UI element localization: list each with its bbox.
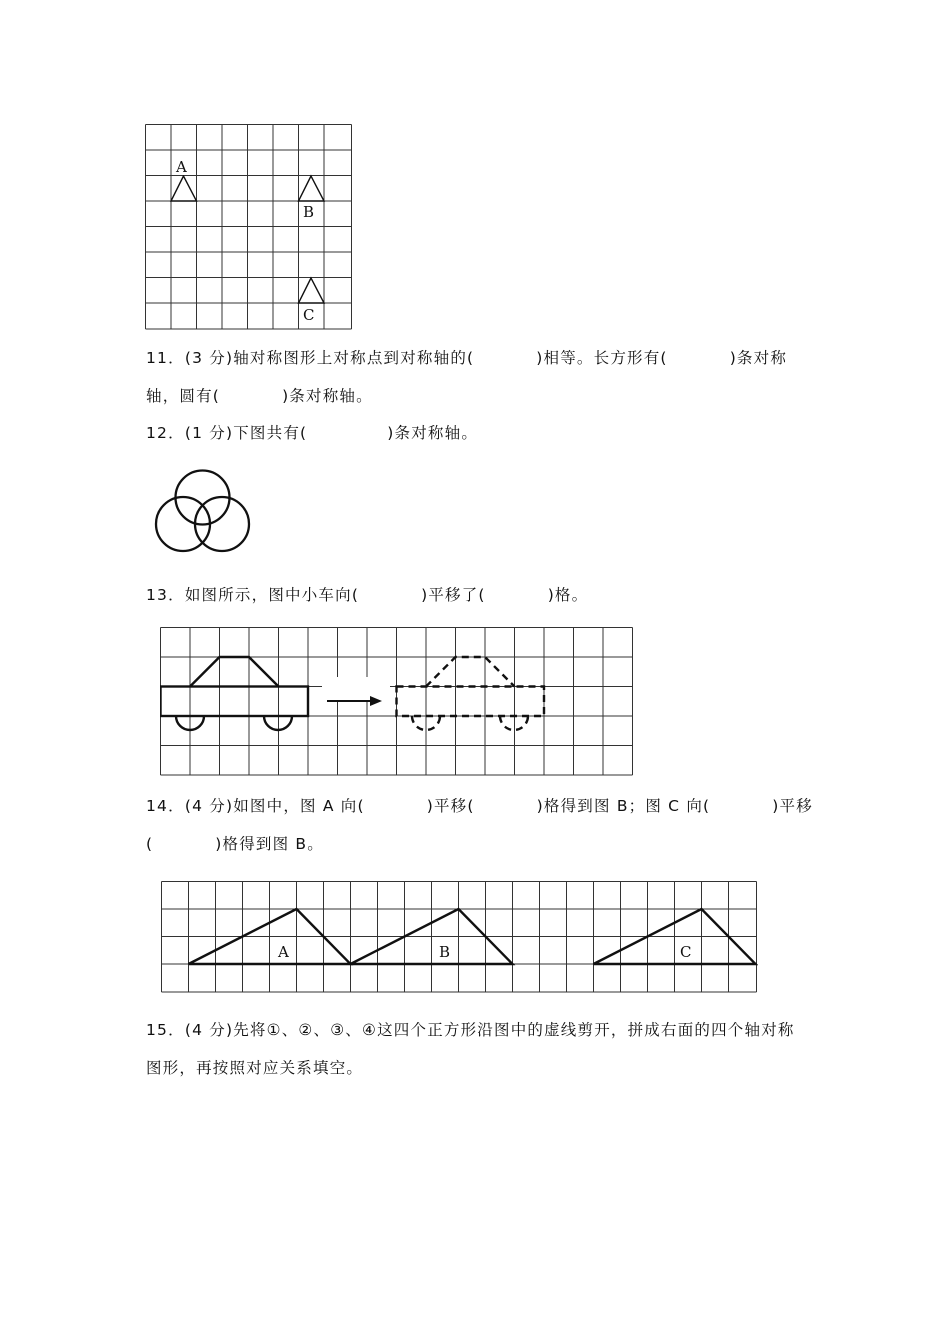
label-b: B — [439, 943, 451, 961]
question-14-line-1: 14．(4 分)如图中，图 A 向( )平移( )格得到图 B；图 C 向( )平移 — [146, 797, 813, 815]
grid-triangles-figure — [145, 124, 353, 331]
question-score: (4 分) — [184, 797, 234, 815]
question-score: (1 分) — [184, 424, 234, 442]
question-number: 11． — [146, 349, 185, 367]
question-12: 12．(1 分)下图共有( )条对称轴。 — [146, 424, 479, 442]
label-a: A — [176, 158, 187, 176]
triangle-translation-figure — [161, 881, 758, 994]
translated-car-dashed — [397, 657, 545, 730]
label-c: C — [680, 943, 692, 961]
question-11-line-2: 轴，圆有( )条对称轴。 — [146, 387, 373, 405]
question-number: 14． — [146, 797, 185, 815]
original-car — [161, 657, 309, 730]
question-14-line-2: ( )格得到图 B。 — [146, 835, 324, 853]
grid-lines — [162, 882, 757, 993]
triangle-a — [171, 176, 197, 201]
triangle-c — [299, 278, 325, 303]
question-number: 13． — [146, 586, 185, 604]
car-translation-figure — [160, 627, 634, 777]
question-15-line-1: 15．(4 分)先将①、②、③、④这四个正方形沿图中的虚线剪开，拼成右面的四个轴对称 — [146, 1021, 795, 1039]
triangle-b — [299, 176, 325, 201]
question-score: (4 分) — [184, 1021, 234, 1039]
question-15-line-2: 图形，再按照对应关系填空。 — [146, 1059, 364, 1077]
label-b: B — [303, 203, 315, 221]
question-11-line-1: 11．(3 分)轴对称图形上对称点到对称轴的( )相等。长方形有( )条对称 — [146, 349, 788, 367]
three-circles-figure — [150, 466, 256, 558]
question-13: 13．如图所示，图中小车向( )平移了( )格。 — [146, 586, 589, 604]
label-c: C — [303, 306, 315, 324]
question-number: 15． — [146, 1021, 185, 1039]
question-score: (3 分) — [184, 349, 234, 367]
question-number: 12． — [146, 424, 185, 442]
label-a: A — [278, 943, 289, 961]
